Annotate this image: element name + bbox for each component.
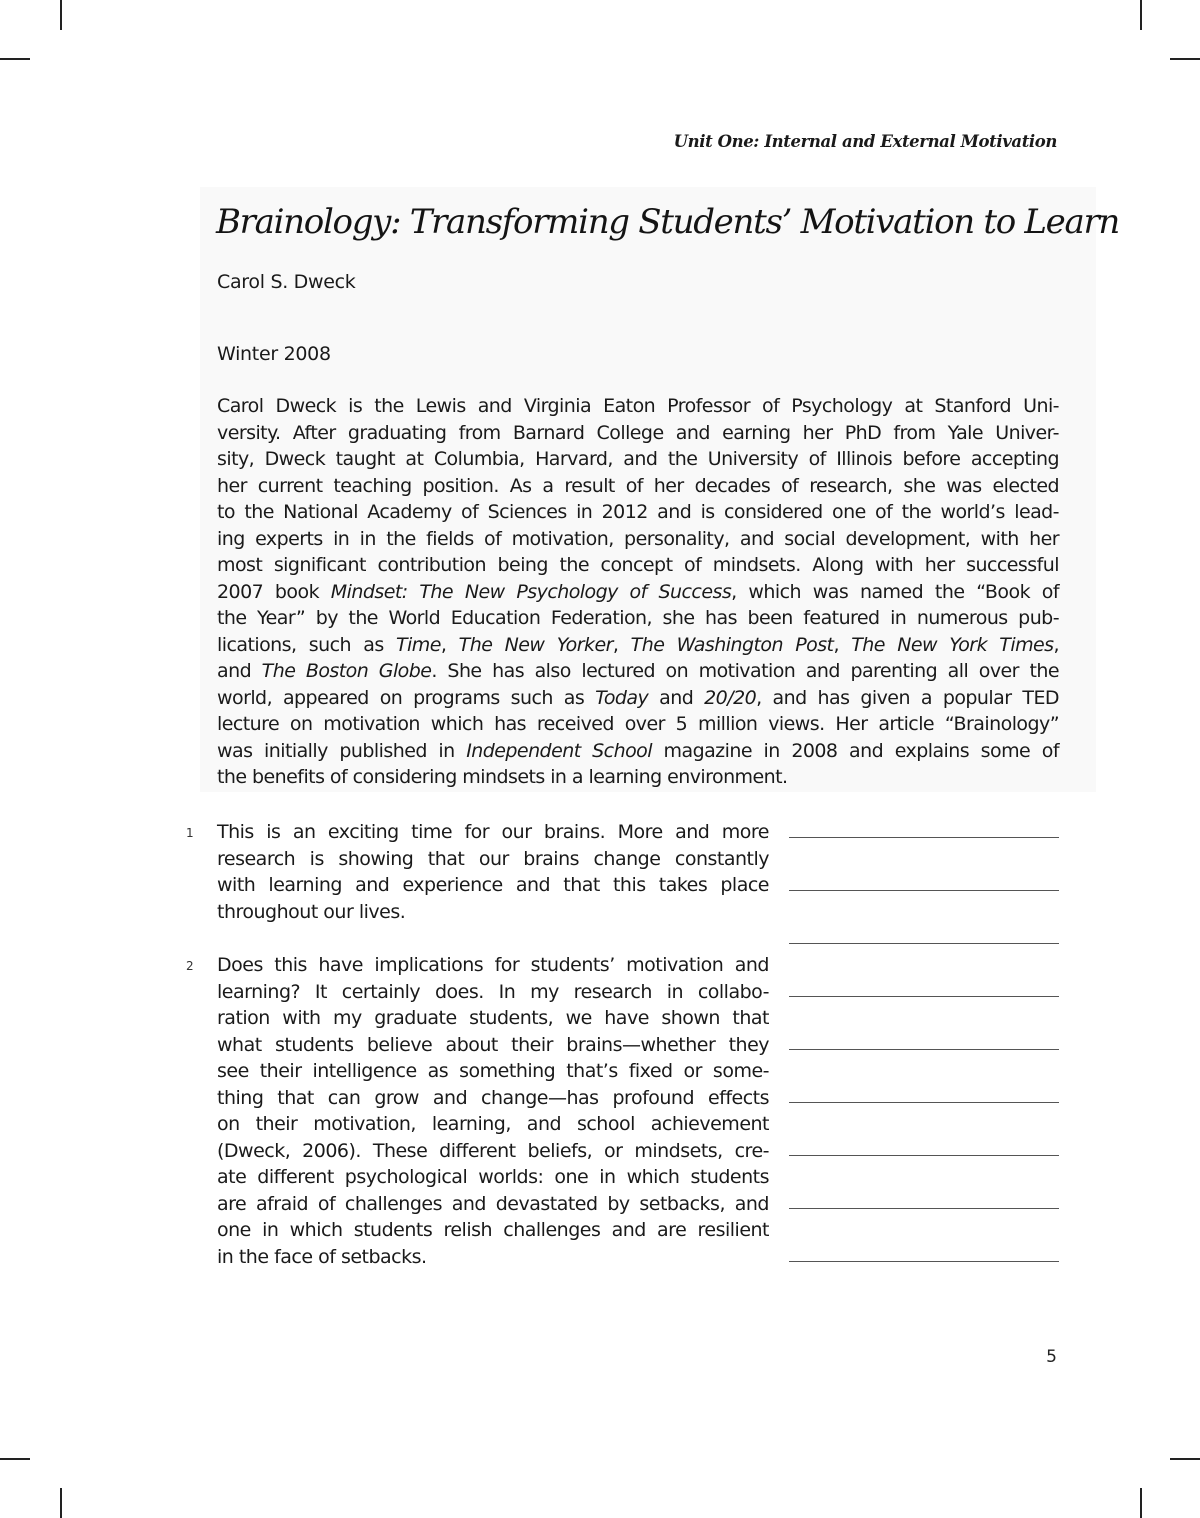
bio-text: and — [648, 686, 705, 709]
bio-text: , — [612, 633, 631, 656]
bio-text: lications, such as — [217, 633, 396, 656]
paragraph-line: thing that can grow and change—has profound effects — [217, 1086, 769, 1109]
crop-mark — [1140, 0, 1142, 30]
crop-mark — [0, 1458, 30, 1460]
paragraph-line: learning? It certainly does. In my research in collabo- — [217, 980, 769, 1003]
bio-line — [217, 738, 1059, 765]
paragraph-line: This is an exciting time for our brains. More and more — [217, 821, 769, 843]
paragraph-line: throughout our lives. — [217, 900, 406, 923]
paragraph-line: with learning and experience and that this takes place — [217, 874, 769, 896]
bio-text: , which was named the “Book of — [731, 580, 1059, 603]
bio-line: the benefits of considering mindsets in a learning environment. — [217, 766, 788, 788]
note-line[interactable] — [789, 890, 1059, 891]
paragraph-number: 1 — [186, 826, 194, 840]
note-line[interactable] — [789, 1049, 1059, 1050]
bio-text: world, appeared on programs such as — [217, 686, 596, 709]
bio-text: . She has also lectured on motivation and parenting all over the — [431, 660, 1059, 682]
publication-title: The New York Times — [851, 633, 1054, 656]
crop-mark — [60, 1488, 62, 1518]
author-bio — [217, 393, 1059, 791]
paragraph-number: 2 — [186, 959, 194, 973]
bio-line: lecture on motivation which has received over 5 million views. Her article “Brainology” — [217, 713, 1059, 735]
program-title: Today — [595, 686, 649, 709]
bio-text: , — [1053, 633, 1060, 656]
bio-text: and — [217, 660, 262, 682]
crop-mark — [60, 0, 62, 30]
paragraph-line: (Dweck, 2006). These different beliefs, or mindsets, cre- — [217, 1139, 769, 1162]
bio-line: her current teaching position. As a result of her decades of research, she was elected — [217, 474, 1059, 497]
bio-line: the Year” by the World Education Federation, she has been featured in numerous pub- — [217, 607, 1059, 629]
crop-mark — [1140, 1488, 1142, 1518]
bio-line: most significant contribution being the concept of mindsets. Along with her successful — [217, 554, 1059, 576]
publication-title: The New Yorker — [458, 633, 613, 656]
bio-line: versity. After graduating from Barnard College and earning her PhD from Yale Univer- — [217, 421, 1059, 444]
bio-text: , — [833, 633, 852, 656]
publication-title: The Washington Post — [630, 633, 834, 656]
paragraph-line: ration with my graduate students, we have shown that — [217, 1007, 769, 1029]
paragraph-line: on their motivation, learning, and school achievement — [217, 1113, 769, 1135]
paragraph-2 — [217, 952, 769, 1270]
article-date: Winter 2008 — [217, 343, 331, 365]
crop-mark — [1170, 1458, 1200, 1460]
note-line[interactable] — [789, 1208, 1059, 1209]
note-line[interactable] — [789, 1261, 1059, 1262]
note-line[interactable] — [789, 1102, 1059, 1103]
bio-line: to the National Academy of Sciences in 2012 and is considered one of the world’s lead- — [217, 501, 1059, 523]
bio-text: magazine in 2008 and explains some of — [651, 739, 1059, 762]
bio-line: sity, Dweck taught at Columbia, Harvard, and the University of Illinois before accepting — [217, 448, 1059, 470]
book-title: Mindset: The New Psychology of Success — [330, 580, 732, 603]
paragraph-line: research is showing that our brains change constantly — [217, 847, 769, 870]
article-author: Carol S. Dweck — [217, 271, 356, 293]
bio-line — [217, 658, 1059, 685]
paragraph-line: what students believe about their brains—whether they — [217, 1033, 769, 1056]
page-number: 5 — [1046, 1347, 1057, 1367]
paragraph-1 — [217, 819, 769, 925]
paragraph-line: Does this have implications for students’ motivation and — [217, 954, 769, 976]
bio-text: was initially published in — [217, 739, 467, 762]
bio-line — [217, 579, 1059, 606]
publication-title: Independent School — [466, 739, 652, 762]
bio-text: , and has given a popular TED — [756, 686, 1059, 709]
paragraph-line: see their intelligence as something that’s fixed or some- — [217, 1060, 769, 1082]
article-title: Brainology: Transforming Students’ Motivation to Learn — [216, 202, 1120, 242]
publication-title: The Boston Globe — [261, 660, 432, 682]
note-line[interactable] — [789, 837, 1059, 838]
note-line[interactable] — [789, 943, 1059, 944]
paragraph-line: one in which students relish challenges and are resilient — [217, 1219, 769, 1241]
crop-mark — [0, 58, 30, 60]
bio-text: 2007 book — [217, 580, 331, 603]
bio-line: Carol Dweck is the Lewis and Virginia Eaton Professor of Psychology at Stanford Uni- — [217, 395, 1059, 417]
paragraph-line: are afraid of challenges and devastated by setbacks, and — [217, 1192, 769, 1215]
running-header: Unit One: Internal and External Motivation — [673, 132, 1057, 151]
note-line[interactable] — [789, 1155, 1059, 1156]
bio-line — [217, 632, 1059, 659]
paragraph-line: ate different psychological worlds: one in which students — [217, 1166, 769, 1188]
program-title: 20/20 — [704, 686, 757, 709]
bio-line — [217, 685, 1059, 712]
note-line[interactable] — [789, 996, 1059, 997]
bio-line: ing experts in in the fields of motivation, personality, and social development, with her — [217, 527, 1059, 550]
publication-title: Time — [395, 633, 441, 656]
paragraph-line: in the face of setbacks. — [217, 1245, 427, 1268]
bio-text: , — [440, 633, 459, 656]
crop-mark — [1170, 58, 1200, 60]
